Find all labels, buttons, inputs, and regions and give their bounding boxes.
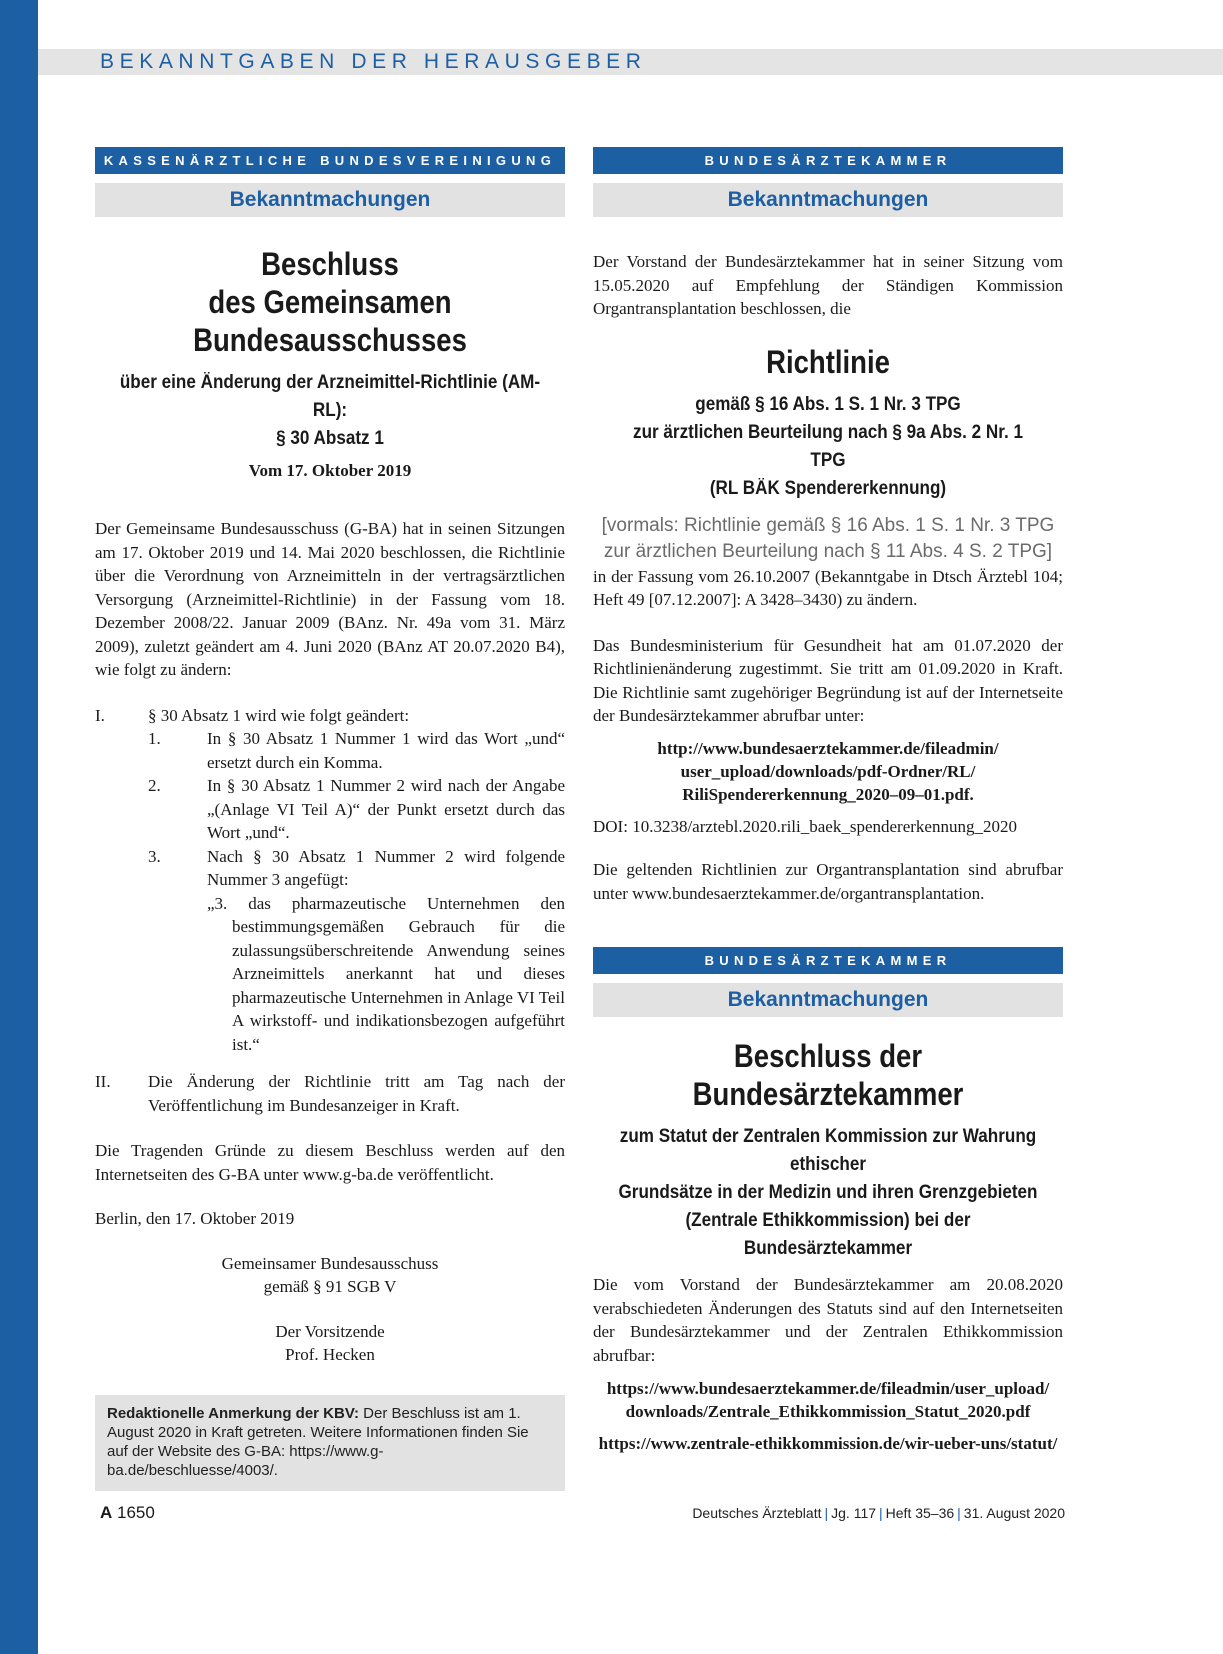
org-bar-baek: BUNDESÄRZTEKAMMER bbox=[593, 147, 1063, 174]
editorial-note bbox=[95, 1395, 565, 1491]
sub-item-number: 2. bbox=[148, 776, 161, 795]
org-bar-baek: BUNDESÄRZTEKAMMER bbox=[593, 947, 1063, 974]
list-item-I bbox=[95, 704, 565, 728]
item-text: § 30 Absatz 1 wird wie folgt geändert: bbox=[148, 705, 410, 725]
journal-date: 31. August 2020 bbox=[963, 1505, 1065, 1521]
sub-item-text: In § 30 Absatz 1 Nummer 2 wird nach der Angabe „(Anlage VI Teil A)“ der Punkt ersetzt durch das Wort „und“. bbox=[207, 776, 565, 842]
signature-org-line2: gemäß § 91 SGB V bbox=[263, 1277, 397, 1296]
current-guidelines-paragraph: Die geltenden Richtlinien zur Organtransplantation sind abrufbar unter www.bundesaerztekammer.de/organtransplantation. bbox=[593, 860, 1063, 903]
sub-item-text: Nach § 30 Absatz 1 Nummer 2 wird folgende Nummer 3 angefügt: bbox=[207, 846, 565, 889]
org-bar-kbv: KASSENÄRZTLICHE BUNDESVEREINIGUNG bbox=[95, 147, 565, 174]
reasons-paragraph: Die Tragenden Gründe zu diesem Beschluss werden auf den Internetseiten des G-BA unter www.g-ba.de veröffentlicht. bbox=[95, 1141, 565, 1184]
category-bar: Bekanntmachungen bbox=[593, 983, 1063, 1017]
url-line3: RiliSpendererkennung_2020–09–01.pdf. bbox=[682, 784, 974, 804]
title: Beschluss der Bundesärztekammer bbox=[692, 1038, 964, 1112]
separator: | bbox=[824, 1505, 829, 1521]
item-text: Die Änderung der Richtlinie tritt am Tag nach der Veröffentlichung im Bundesanzeiger in Kraft. bbox=[148, 1072, 565, 1115]
subtitle-line2: § 30 Absatz 1 bbox=[276, 428, 384, 449]
intro-paragraph: Der Vorstand der Bundesärztekammer hat in seiner Sitzung vom 15.05.2020 auf Empfehlung der Ständigen Kommission Organtransplantation beschlossen, die bbox=[593, 252, 1063, 318]
url-line2: user_upload/downloads/pdf-Ordner/RL/ bbox=[680, 761, 976, 781]
sub-item-1 bbox=[95, 727, 565, 774]
signature-org-line1: Gemeinsamer Bundesausschuss bbox=[221, 1253, 439, 1273]
title-line1: Beschluss bbox=[261, 246, 399, 282]
inserted-quote: „3. das pharmazeutische Unternehmen den bestimmungsgemäßen Gebrauch für die zulassungsüberschreitende Anwendung seines Arzneimittels anerkannt hat und dieses pharmazeutische Unternehmen in Anlage VI Teil A wirkstoff- und indikationsbezogen aufgeführt ist.“ bbox=[207, 893, 565, 1054]
note-label: Redaktionelle Anmerkung der KBV: bbox=[107, 1404, 359, 1422]
version-paragraph: in der Fassung vom 26.10.2007 (Bekanntgabe in Dtsch Ärztebl 104; Heft 49 [07.12.2007]: A 3428–3430) zu ändern. bbox=[593, 566, 1063, 609]
signature-name: Prof. Hecken bbox=[285, 1345, 375, 1364]
category-bar: Bekanntmachungen bbox=[95, 183, 565, 217]
page-number-value: 1650 bbox=[117, 1503, 155, 1522]
url2: https://www.zentrale-ethikkommission.de/wir-ueber-uns/statut/ bbox=[598, 1434, 1058, 1453]
journal-issue: Heft 35–36 bbox=[885, 1505, 955, 1521]
title: Richtlinie bbox=[766, 343, 890, 380]
page-prefix: A bbox=[100, 1503, 113, 1522]
separator: | bbox=[957, 1505, 961, 1521]
journal-name: Deutsches Ärzteblatt bbox=[692, 1505, 822, 1521]
subtitle-line3: (Zentrale Ethikkommission) bei der Bundesärztekammer bbox=[685, 1210, 971, 1259]
list-item-II bbox=[95, 1070, 565, 1117]
side-color-bar bbox=[0, 0, 38, 1654]
intro-paragraph: Der Gemeinsame Bundesausschuss (G-BA) hat in seinen Sitzungen am 17. Oktober 2019 und 14. Mai 2020 beschlossen, die Richtlinie über die Verordnung von Arzneimitteln in der vertragsärztlichen Versorgung (Arzneimittel-Richtlinie) in der Fassung vom 18. Dezember 2008/22. Januar 2009 (BAnz. Nr. 49a vom 31. März 2009), zuletzt geändert am 4. Juni 2020 (BAnz AT 20.07.2020 B4), wie folgt zu ändern: bbox=[95, 519, 565, 679]
url1-line2: downloads/Zentrale_Ethikkommission_Statut_2020.pdf bbox=[625, 1402, 1031, 1421]
resolution-date: Vom 17. Oktober 2019 bbox=[248, 461, 412, 480]
journal-info bbox=[692, 1505, 1065, 1521]
subtitle-line3: (RL BÄK Spendererkennung) bbox=[709, 477, 947, 499]
subtitle-line1: über eine Änderung der Arzneimittel-Richtlinie (AM-RL): bbox=[119, 372, 541, 421]
section-title: BEKANNTGABEN DER HERAUSGEBER bbox=[100, 50, 647, 73]
right-column-article2 bbox=[593, 947, 1063, 1455]
title-line2: des Gemeinsamen Bundesausschusses bbox=[193, 284, 467, 358]
separator: | bbox=[879, 1505, 883, 1521]
item-number: II. bbox=[95, 1072, 111, 1091]
signature-role: Der Vorsitzende bbox=[275, 1321, 385, 1341]
body-paragraph: Die vom Vorstand der Bundesärztekammer am 20.08.2020 verabschiedeten Änderungen des Statuts sind auf den Internetseiten der Bundesärztekammer und der Zentralen Ethikkommission abrufbar: bbox=[593, 1275, 1063, 1365]
sub-item-3 bbox=[95, 845, 565, 892]
journal-volume: Jg. 117 bbox=[831, 1505, 877, 1521]
left-column bbox=[95, 147, 565, 1491]
subtitle-line2: zur ärztlichen Beurteilung nach § 9a Abs. 2 Nr. 1 TPG bbox=[633, 421, 1023, 471]
subtitle-line1: zum Statut der Zentralen Kommission zur Wahrung ethischer bbox=[619, 1126, 1037, 1175]
former-title-line1: [vormals: Richtlinie gemäß § 16 Abs. 1 S. 1 Nr. 3 TPG bbox=[601, 514, 1055, 536]
subtitle-line1: gemäß § 16 Abs. 1 S. 1 Nr. 3 TPG bbox=[695, 393, 961, 415]
former-title-line2: zur ärztlichen Beurteilung nach § 11 Abs. 4 S. 2 TPG] bbox=[603, 540, 1053, 562]
sub-item-text: In § 30 Absatz 1 Nummer 1 wird das Wort „und“ ersetzt durch ein Komma. bbox=[207, 729, 565, 772]
url-line1: http://www.bundesaerztekammer.de/fileadmin/ bbox=[657, 738, 999, 758]
sub-item-2 bbox=[95, 774, 565, 845]
sub-item-number: 3. bbox=[148, 846, 161, 866]
page-number bbox=[100, 1503, 155, 1523]
subtitle-line2: Grundsätze in der Medizin und ihren Grenzgebieten bbox=[618, 1182, 1038, 1203]
place-date: Berlin, den 17. Oktober 2019 bbox=[95, 1209, 295, 1228]
category-bar: Bekanntmachungen bbox=[593, 183, 1063, 217]
sub-item-number: 1. bbox=[148, 729, 161, 748]
approval-paragraph: Das Bundesministerium für Gesundheit hat am 01.07.2020 der Richtlinienänderung zugestimmt. Sie tritt am 01.09.2020 in Kraft. Die Richtlinie samt zugehöriger Begründung ist auf der Internetseite der Bundesärztekammer abrufbar unter: bbox=[593, 635, 1063, 725]
url1-line1: https://www.bundesaerztekammer.de/fileadmin/user_upload/ bbox=[606, 1379, 1050, 1398]
doi: DOI: 10.3238/arztebl.2020.rili_baek_spendererkennung_2020 bbox=[593, 816, 1017, 836]
note-text: Der Beschluss ist am 1. August 2020 in Kraft getreten. Weitere Informationen finden Sie auf der Website des G-BA: https://www.g-ba.de/beschluesse/4003/. bbox=[107, 1404, 529, 1479]
right-column-article1 bbox=[593, 147, 1063, 905]
item-number: I. bbox=[95, 705, 105, 725]
